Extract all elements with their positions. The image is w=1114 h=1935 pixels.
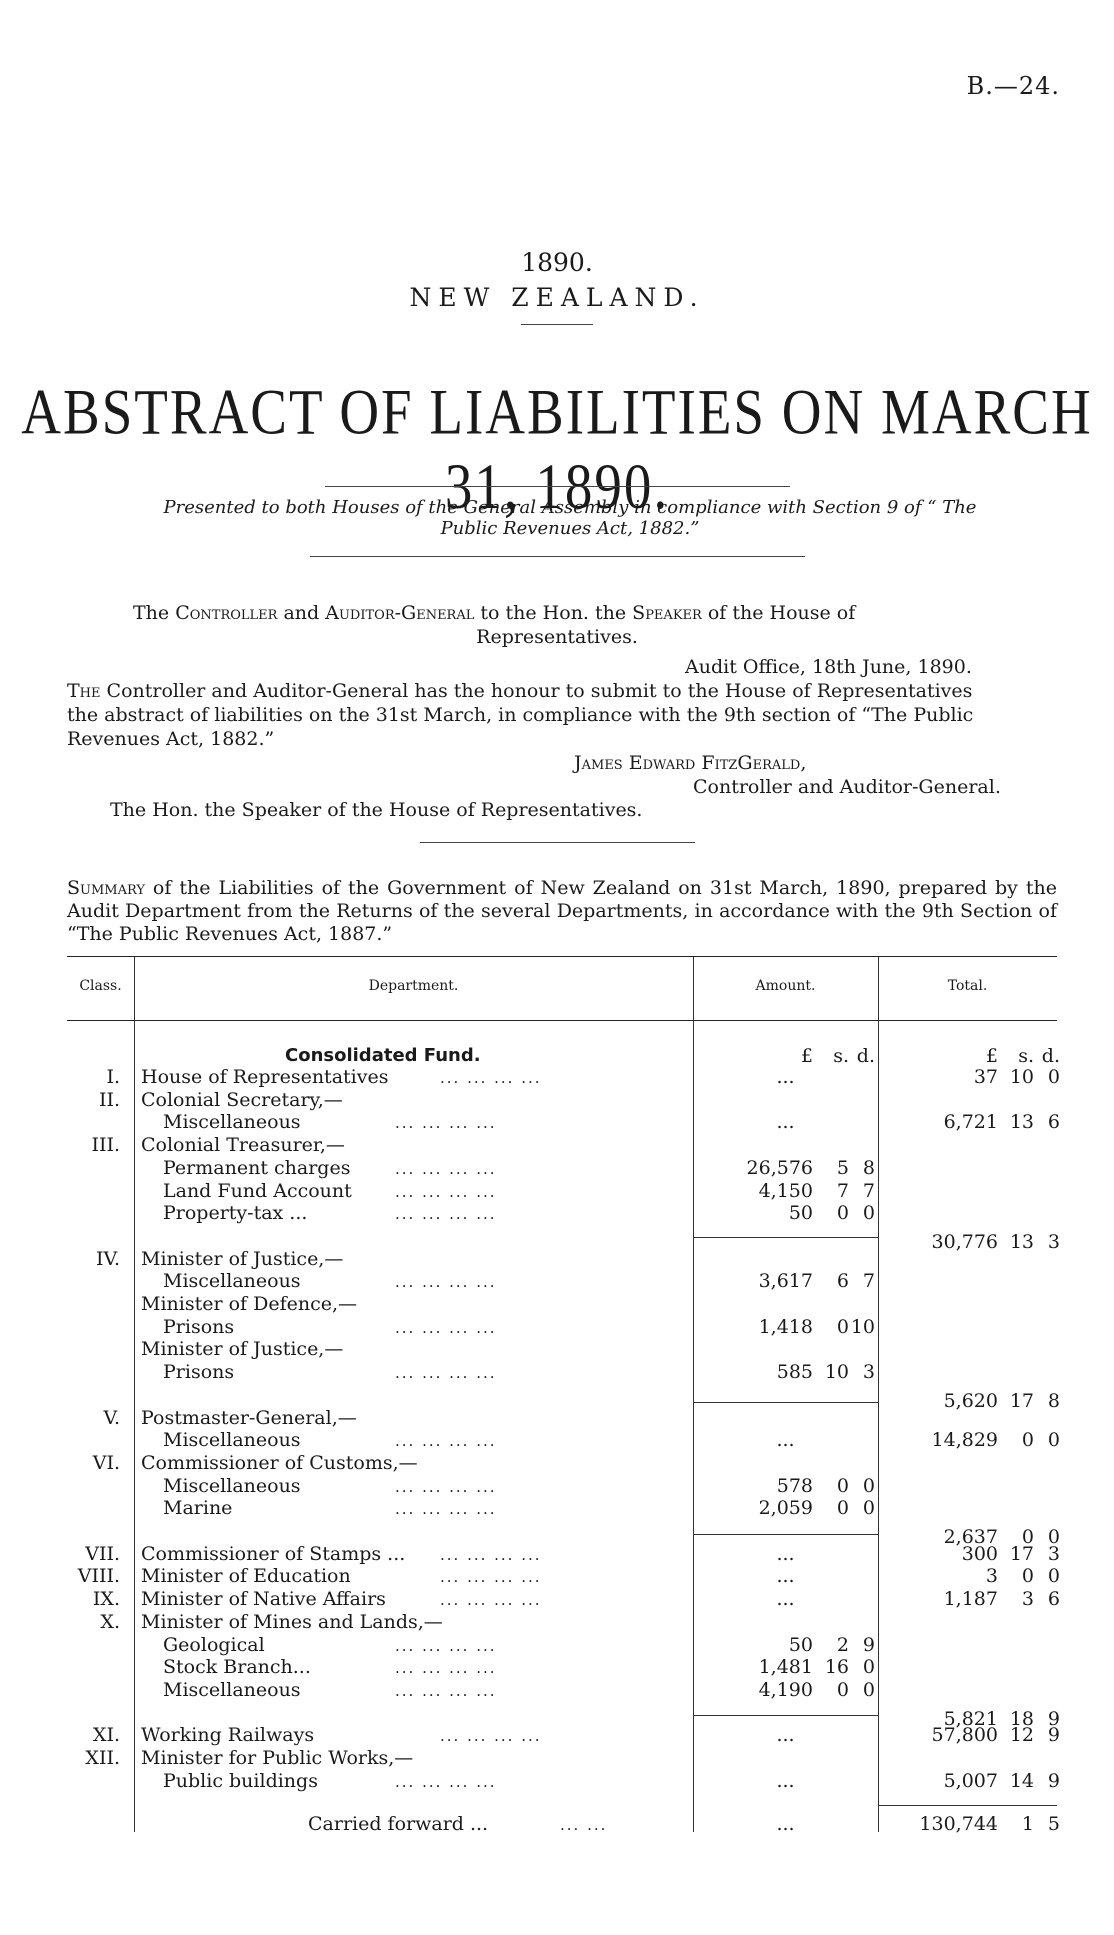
letter-text: The: [67, 680, 101, 702]
currency-pound: £: [985, 1045, 998, 1067]
department-name: Colonial Treasurer,—: [141, 1134, 345, 1156]
amount-shillings: 0: [836, 1497, 849, 1519]
header-department: Department.: [368, 978, 459, 994]
amount-pence: 7: [862, 1180, 875, 1202]
leader-dots: ... ... ... ...: [440, 1727, 542, 1745]
total-shillings: 0: [1021, 1429, 1034, 1451]
amount-pence: 8: [862, 1157, 875, 1179]
amount-pounds: 3,617: [758, 1270, 813, 1292]
total-pounds: 130,744: [919, 1813, 998, 1835]
table-row: [0, 1452, 1114, 1474]
amount-value: [690, 1180, 875, 1202]
table-row: [0, 1747, 1114, 1769]
document-year: 1890.: [521, 248, 593, 277]
class-numeral: VII.: [85, 1543, 120, 1565]
class-numeral: IX.: [92, 1588, 120, 1610]
letter-text: the abstract of liabilities on the 31st March, in compliance with the 9th section of “The Public: [67, 704, 974, 726]
letter-text: Revenues Act, 1882.”: [67, 728, 275, 750]
leader-dots: ... ... ... ...: [395, 1478, 497, 1496]
total-pounds: 6,721: [943, 1111, 998, 1133]
letter-address-line2: Representatives.: [476, 626, 638, 648]
amount-pounds: 26,576: [746, 1157, 813, 1179]
department-name: Working Railways: [141, 1724, 315, 1746]
department-name: Colonial Secretary,—: [141, 1089, 343, 1111]
total-value: [900, 1588, 1060, 1610]
table-row: [0, 1316, 1114, 1338]
leader-dots: ... ... ... ...: [395, 1637, 497, 1655]
letter-text: Controller and Auditor-General has the honour to submit to the House of Representatives: [100, 680, 973, 702]
amount-pounds: 585: [776, 1361, 813, 1383]
table-row: [0, 1338, 1114, 1360]
amount-empty: ...: [776, 1724, 795, 1746]
amount-pence: 3: [862, 1361, 875, 1383]
department-name: Minister of Justice,—: [141, 1338, 344, 1360]
table-row: [0, 1770, 1114, 1792]
amount-value: [690, 1656, 875, 1678]
amount-pounds: 50: [788, 1634, 813, 1656]
amount-value: [690, 1634, 875, 1656]
table-row: [0, 1089, 1114, 1111]
department-name: Minister of Native Affairs: [141, 1588, 386, 1610]
total-pence: 3: [1047, 1231, 1060, 1253]
department-name: Commissioner of Customs,—: [141, 1452, 418, 1474]
document-reference: B.—24.: [966, 72, 1060, 100]
department-name: Postmaster-General,—: [141, 1407, 357, 1429]
leader-dots: ... ... ... ...: [440, 1568, 542, 1586]
total-shillings: 3: [1021, 1588, 1034, 1610]
table-row: [0, 1293, 1114, 1315]
department-name: Miscellaneous: [163, 1429, 301, 1451]
leader-dots: ... ... ... ...: [395, 1432, 497, 1450]
amount-pounds: 1,418: [758, 1316, 813, 1338]
leader-dots: ... ... ... ...: [440, 1069, 542, 1087]
fund-heading-row: [0, 1045, 1114, 1067]
subtotal-rule: [693, 1237, 878, 1238]
table-row: [0, 1066, 1114, 1088]
table-row: [0, 1679, 1114, 1701]
amount-pence: 0: [862, 1497, 875, 1519]
table-row: [0, 1475, 1114, 1497]
letter-text: Speaker: [632, 602, 702, 624]
amount-pence: 7: [862, 1270, 875, 1292]
department-name: Land Fund Account: [163, 1180, 352, 1202]
total-pounds: 2,637: [943, 1526, 998, 1548]
amount-pence: 0: [862, 1656, 875, 1678]
total-shillings: 18: [1009, 1708, 1034, 1730]
amount-empty: ...: [776, 1543, 795, 1565]
total-value: [900, 1770, 1060, 1792]
total-value: [900, 1565, 1060, 1587]
carried-forward-total: [900, 1813, 1060, 1835]
total-shillings: 1: [1021, 1813, 1034, 1835]
class-numeral: X.: [100, 1611, 120, 1633]
department-name: Minister of Defence,—: [141, 1293, 358, 1315]
leader-dots: ... ... ... ...: [395, 1364, 497, 1382]
amount-pounds: 1,481: [758, 1656, 813, 1678]
total-pounds: 1,187: [943, 1588, 998, 1610]
amount-shillings: 0: [836, 1316, 849, 1338]
fund-heading: Consolidated Fund.: [285, 1045, 481, 1066]
letter-text: Auditor-General: [325, 602, 475, 624]
letter-text: of the House of: [701, 602, 856, 624]
subtotal-rule: [693, 1402, 878, 1403]
presentation-line: Presented to both Houses of the General Assembly in compliance with Section 9 of “ The: [163, 497, 977, 518]
amount-shillings: 2: [836, 1634, 849, 1656]
amount-shillings: 16: [824, 1656, 849, 1678]
amount-shillings: 0: [836, 1475, 849, 1497]
class-numeral: VIII.: [77, 1565, 120, 1587]
currency-units: [900, 1045, 1060, 1067]
table-header-rule: [67, 1020, 1057, 1021]
subtotal-rule: [693, 1534, 878, 1535]
amount-empty: ...: [776, 1429, 795, 1451]
total-pence: 3: [1047, 1543, 1060, 1565]
total-shillings: 17: [1009, 1390, 1034, 1412]
carried-forward-label: Carried forward ...: [308, 1813, 489, 1835]
department-name: Prisons: [163, 1316, 235, 1338]
amount-pounds: 4,190: [758, 1679, 813, 1701]
table-row: [0, 1248, 1114, 1270]
letter-text: and: [277, 602, 326, 624]
presentation-line: Public Revenues Act, 1882.”: [440, 518, 700, 539]
table-row: [0, 1497, 1114, 1519]
table-row: [0, 1407, 1114, 1429]
total-pounds: 5,620: [943, 1390, 998, 1412]
letter-text: Controller: [175, 602, 278, 624]
amount-pence: 10: [850, 1316, 875, 1338]
total-shillings: 13: [1009, 1111, 1034, 1133]
table-row: [0, 1656, 1114, 1678]
amount-value: [690, 1475, 875, 1497]
department-name: Miscellaneous: [163, 1111, 301, 1133]
currency-pence: d.: [1041, 1045, 1060, 1067]
letter-text: to the Hon. the: [474, 602, 633, 624]
total-pounds: 3: [985, 1565, 998, 1587]
amount-pence: 9: [862, 1634, 875, 1656]
amount-value: [690, 1679, 875, 1701]
amount-pounds: 4,150: [758, 1180, 813, 1202]
class-numeral: XII.: [85, 1747, 120, 1769]
carried-forward-rule: [878, 1805, 1057, 1806]
amount-pence: 0: [862, 1679, 875, 1701]
country-heading: NEW ZEALAND.: [409, 283, 705, 312]
amount-pounds: 50: [788, 1202, 813, 1224]
table-row: [0, 1565, 1114, 1587]
leader-dots: ... ... ... ...: [395, 1160, 497, 1178]
table-row: [0, 1270, 1114, 1292]
department-name: Prisons: [163, 1361, 235, 1383]
department-name: Minister for Public Works,—: [141, 1747, 414, 1769]
department-name: Minister of Justice,—: [141, 1248, 344, 1270]
currency-units: [690, 1045, 875, 1067]
total-shillings: 0: [1021, 1565, 1034, 1587]
table-row: [0, 1429, 1114, 1451]
table-row: [0, 1634, 1114, 1656]
subtotal-rule: [693, 1715, 878, 1716]
department-name: Miscellaneous: [163, 1270, 301, 1292]
amount-value: [690, 1497, 875, 1519]
signatory-title: Controller and Auditor-General.: [693, 776, 1001, 798]
leader-dots: ... ... ... ...: [395, 1273, 497, 1291]
table-row: [0, 1588, 1114, 1610]
total-pence: 9: [1047, 1770, 1060, 1792]
total-shillings: 17: [1009, 1543, 1034, 1565]
page-title: ABSTRACT OF LIABILITIES ON MARCH 31, 1890.: [21, 375, 1093, 523]
leader-dots: ... ... ... ...: [395, 1183, 497, 1201]
total-pounds: 5,007: [943, 1770, 998, 1792]
amount-value: [690, 1361, 875, 1383]
total-pence: 6: [1047, 1588, 1060, 1610]
leader-dots: ... ... ... ...: [395, 1114, 497, 1132]
amount-pounds: 2,059: [758, 1497, 813, 1519]
total-pence: 9: [1047, 1724, 1060, 1746]
leader-dots: ... ... ... ...: [395, 1500, 497, 1518]
amount-empty: ...: [776, 1111, 795, 1133]
header-amount: Amount.: [755, 978, 816, 994]
total-value: [900, 1429, 1060, 1451]
amount-value: [690, 1157, 875, 1179]
total-pence: 0: [1047, 1565, 1060, 1587]
class-numeral: II.: [98, 1089, 120, 1111]
department-name: Miscellaneous: [163, 1679, 301, 1701]
department-name: Public buildings: [163, 1770, 318, 1792]
total-value: [900, 1066, 1060, 1088]
department-name: Minister of Mines and Lands,—: [141, 1611, 443, 1633]
signatory-name: James Edward FitzGerald,: [574, 752, 807, 774]
department-name: Commissioner of Stamps ...: [141, 1543, 406, 1565]
amount-value: [690, 1316, 875, 1338]
table-row: [0, 1157, 1114, 1179]
total-shillings: 10: [1009, 1066, 1034, 1088]
class-numeral: XI.: [92, 1724, 120, 1746]
class-numeral: I.: [106, 1066, 120, 1088]
department-name: House of Representatives: [141, 1066, 389, 1088]
carried-forward-amount: ...: [776, 1813, 795, 1835]
letter-recipient: The Hon. the Speaker of the House of Representatives.: [110, 799, 643, 821]
class-numeral: V.: [103, 1407, 120, 1429]
total-shillings: 13: [1009, 1231, 1034, 1253]
summary-lead: Summary: [67, 877, 145, 899]
department-name: Permanent charges: [163, 1157, 351, 1179]
total-value: [900, 1543, 1060, 1565]
currency-shilling: s.: [833, 1045, 849, 1067]
amount-empty: ...: [776, 1588, 795, 1610]
amount-empty: ...: [776, 1066, 795, 1088]
table-row: [0, 1611, 1114, 1633]
leader-dots: ... ... ... ...: [395, 1205, 497, 1223]
amount-value: [690, 1202, 875, 1224]
amount-shillings: 0: [836, 1202, 849, 1224]
total-pounds: 300: [961, 1543, 998, 1565]
letter-text: The: [133, 602, 176, 624]
amount-value: [690, 1270, 875, 1292]
class-numeral: VI.: [92, 1452, 120, 1474]
amount-shillings: 10: [824, 1361, 849, 1383]
header-total: Total.: [947, 978, 988, 994]
total-value: [900, 1111, 1060, 1133]
table-row: [0, 1724, 1114, 1746]
currency-pound: £: [800, 1045, 813, 1067]
leader-dots: ... ... ... ...: [395, 1682, 497, 1700]
leader-dots: ... ... ... ...: [440, 1591, 542, 1609]
department-name: Property-tax ...: [163, 1202, 308, 1224]
table-row: [0, 1134, 1114, 1156]
leader-dots: ... ... ... ...: [395, 1319, 497, 1337]
amount-shillings: 0: [836, 1679, 849, 1701]
total-pence: 0: [1047, 1526, 1060, 1548]
table-row: [0, 1180, 1114, 1202]
leader-dots: ... ... ... ...: [395, 1773, 497, 1791]
class-numeral: III.: [91, 1134, 120, 1156]
department-name: Miscellaneous: [163, 1475, 301, 1497]
total-pounds: 5,821: [943, 1708, 998, 1730]
summary-text: of the Liabilities of the Government of New Zealand on 31st March, 1890, prepared by the Audit Department from the Returns of the several Departments, in accordance with the 9th Section of “The Public Revenues Act, 1887.”: [67, 877, 1057, 945]
amount-pence: 0: [862, 1202, 875, 1224]
leader-dots: ... ...: [560, 1816, 608, 1834]
total-shillings: 12: [1009, 1724, 1034, 1746]
total-pence: 0: [1047, 1066, 1060, 1088]
amount-empty: ...: [776, 1565, 795, 1587]
total-pence: 6: [1047, 1111, 1060, 1133]
amount-empty: ...: [776, 1770, 795, 1792]
currency-pence: d.: [856, 1045, 875, 1067]
total-shillings: 14: [1009, 1770, 1034, 1792]
table-row: [0, 1543, 1114, 1565]
amount-pence: 0: [862, 1475, 875, 1497]
amount-shillings: 7: [836, 1180, 849, 1202]
department-name: Marine: [163, 1497, 233, 1519]
currency-shilling: s.: [1018, 1045, 1034, 1067]
amount-pounds: 578: [776, 1475, 813, 1497]
total-pounds: 57,800: [931, 1724, 998, 1746]
total-pence: 8: [1047, 1390, 1060, 1412]
table-row: [0, 1202, 1114, 1224]
total-pence: 0: [1047, 1429, 1060, 1451]
total-pounds: 30,776: [931, 1231, 998, 1253]
table-row: [0, 1111, 1114, 1133]
carried-forward-row: [0, 1813, 1114, 1835]
total-pounds: 14,829: [931, 1429, 998, 1451]
letter-place-date: Audit Office, 18th June, 1890.: [685, 656, 972, 678]
amount-shillings: 6: [836, 1270, 849, 1292]
department-name: Stock Branch...: [163, 1656, 311, 1678]
table-row: [0, 1361, 1114, 1383]
total-value: [900, 1724, 1060, 1746]
total-shillings: 0: [1021, 1526, 1034, 1548]
amount-shillings: 5: [836, 1157, 849, 1179]
table-top-rule: [67, 956, 1057, 957]
leader-dots: ... ... ... ...: [440, 1546, 542, 1564]
total-pounds: 37: [973, 1066, 998, 1088]
department-name: Geological: [163, 1634, 265, 1656]
department-name: Minister of Education: [141, 1565, 351, 1587]
class-numeral: IV.: [96, 1248, 120, 1270]
total-pence: 9: [1047, 1708, 1060, 1730]
leader-dots: ... ... ... ...: [395, 1659, 497, 1677]
header-class: Class.: [79, 978, 122, 994]
total-pence: 5: [1047, 1813, 1060, 1835]
